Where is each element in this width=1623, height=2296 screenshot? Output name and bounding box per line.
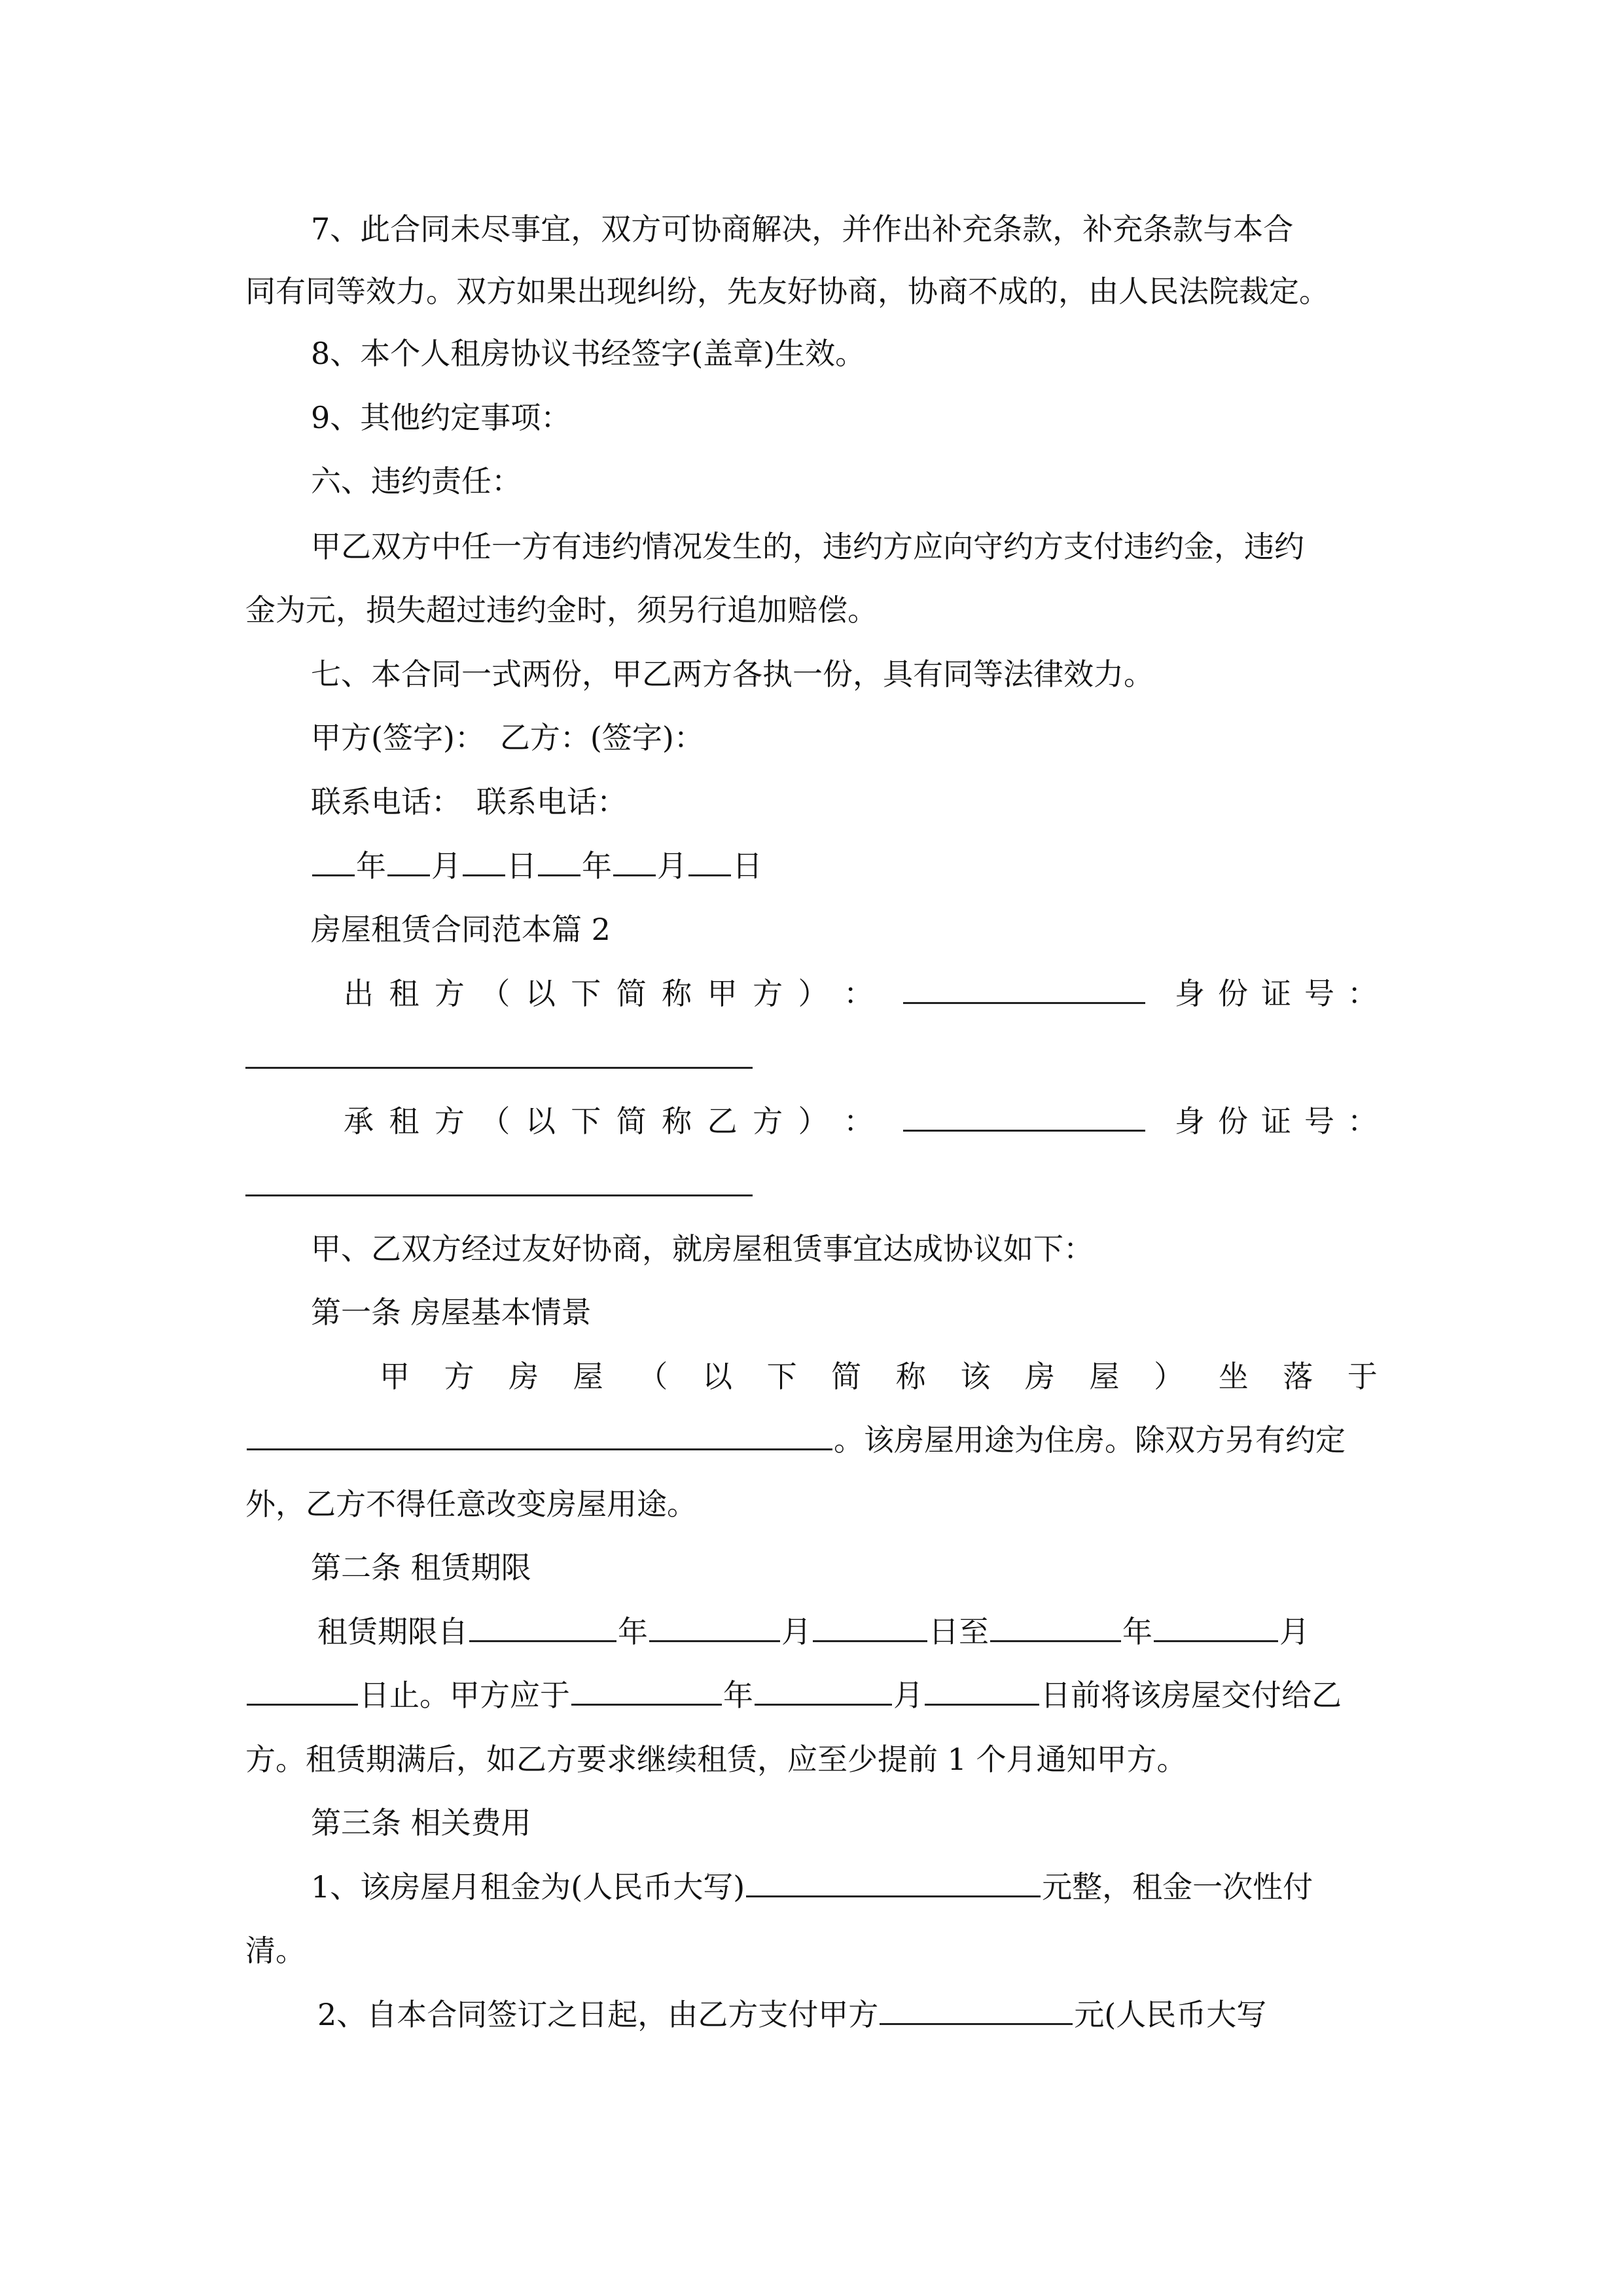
spaced-char: 方 [434,1103,465,1139]
spaced-char: 下 [571,1103,601,1139]
copies-clause: 七、本合同一式两份，甲乙两方各执一份，具有同等法律效力。 [311,656,1154,692]
term-blank [469,1614,616,1642]
lessee-line [344,1102,1378,1141]
lessor-line [344,974,1378,1013]
lessee-id-blank [245,1194,753,1196]
spaced-char: 乙 [707,1103,738,1139]
term-blank [649,1614,780,1642]
spaced-char: 身 [1175,976,1205,1011]
spaced-char: 方 [434,976,465,1011]
spaced-char: 证 [1261,976,1291,1011]
rent-amount-blank [746,1869,1041,1897]
article-1-line-3: 外，乙方不得任意改变房屋用途。 [245,1486,697,1522]
clause-7-line-2: 同有同等效力。双方如果出现纠纷，先友好协商，协商不成的，由人民法院裁定。 [245,274,1329,309]
spaced-char: 以 [702,1359,732,1394]
date-blank [387,848,430,876]
clause-8: 8、本个人租房协议书经签字(盖章)生效。 [311,336,866,371]
spaced-char: 房 [1024,1359,1055,1394]
spaced-char: （ [637,1359,668,1394]
spaced-char: 该 [960,1359,991,1394]
spaced-char: ） [798,1103,829,1139]
clause-9: 9、其他约定事项： [311,400,571,435]
delivery-blank [571,1677,722,1706]
spaced-char: 以 [525,976,556,1011]
lessor-id-blank [245,1067,753,1069]
signature-line: 甲方(签字)： 乙方：(签字)： [311,720,704,755]
article-1-line-2: 。该房屋用途为住房。除双方另有约定 [245,1420,1378,1460]
template-2-title: 房屋租赁合同范本篇 2 [311,912,611,947]
spaced-char: 房 [508,1359,539,1394]
spaced-char: 简 [831,1359,862,1394]
lessor-name-blank [903,976,1145,1004]
house-address-blank [247,1422,832,1450]
term-blank [813,1614,927,1642]
lessee-name-blank [903,1103,1145,1132]
spaced-char: 份 [1218,976,1248,1011]
spaced-char: ： [843,976,874,1011]
delivery-blank [925,1677,1039,1706]
spaced-char: 方 [753,1103,783,1139]
article-2-title: 第二条 租赁期限 [311,1550,531,1585]
spaced-char: 号 [1304,976,1334,1011]
spaced-char: 以 [525,1103,556,1139]
lessor-id-label [1175,974,1378,1013]
spaced-char: 出 [344,976,374,1011]
date-blank [613,848,656,876]
date-line: 年 月 日 年 月 日 [311,846,1378,886]
rent-line-1: 1、该房屋月租金为(人民币大写) 元整，租金一次性付 [311,1869,1313,1905]
term-blank [247,1677,358,1706]
term-blank [990,1614,1121,1642]
spaced-char: 号 [1304,1103,1334,1139]
delivery-blank [755,1677,892,1706]
spaced-char: 方 [444,1359,474,1394]
spaced-char: 承 [344,1103,374,1139]
date-blank [312,848,355,876]
date-blank [538,848,580,876]
lessee-label [344,1102,874,1141]
spaced-char: 甲 [707,976,738,1011]
spaced-char: ） [1154,1359,1185,1394]
spaced-char: 称 [662,1103,692,1139]
spaced-char: 落 [1283,1359,1313,1394]
breach-heading: 六、违约责任： [311,463,522,499]
spaced-char: 身 [1175,1103,1205,1139]
date-blank [463,848,505,876]
term-blank [1154,1614,1278,1642]
spaced-char: 称 [662,976,692,1011]
spaced-char: 证 [1261,1103,1291,1139]
deposit-line: 2、自本合同签订之日起，由乙方支付甲方 元(人民币大写 [317,1997,1267,2032]
spaced-char: 称 [895,1359,926,1394]
spaced-char: 简 [616,1103,647,1139]
spaced-char: 下 [766,1359,797,1394]
term-line-2: 日止。甲方应于 年 月 日前将该房屋交付给乙 [245,1676,1378,1715]
spaced-char: 坐 [1218,1359,1249,1394]
spaced-char: （ [480,976,510,1011]
term-line-3: 方。租赁期满后，如乙方要求继续租赁，应至少提前 1 个月通知甲方。 [245,1742,1187,1777]
spaced-char: 简 [616,976,647,1011]
lessor-label [344,974,874,1013]
spaced-char: （ [480,1103,510,1139]
rent-line-2: 清。 [245,1933,306,1968]
spaced-char: 租 [389,976,419,1011]
spaced-char: 租 [389,1103,419,1139]
deposit-amount-blank [880,1997,1073,2025]
spaced-char: 屋 [1089,1359,1120,1394]
article-1-line-1 [380,1357,1378,1396]
agreement-intro: 甲、乙双方经过友好协商，就房屋租赁事宜达成协议如下： [311,1231,1094,1266]
article-1-title: 第一条 房屋基本情景 [311,1295,592,1330]
spaced-char: ： [1347,976,1378,1011]
breach-line-1: 甲乙双方中任一方有违约情况发生的，违约方应向守约方支付违约金，违约 [311,529,1304,564]
spaced-char: ： [843,1103,874,1139]
lessee-id-label [1175,1102,1378,1141]
article-3-title: 第三条 相关费用 [311,1805,531,1840]
spaced-char: 于 [1347,1359,1378,1394]
spaced-char: 方 [753,976,783,1011]
spaced-char: 份 [1218,1103,1248,1139]
spaced-char: 甲 [380,1359,410,1394]
spaced-char: 屋 [573,1359,603,1394]
spaced-char: 下 [571,976,601,1011]
term-line-1: 租赁期限自 年 月 日至 年 月 [317,1614,1310,1649]
phone-line: 联系电话： 联系电话： [311,784,627,819]
breach-line-2: 金为元，损失超过违约金时，须另行追加赔偿。 [245,592,878,628]
date-blank [688,848,731,876]
spaced-char: ） [798,976,829,1011]
spaced-char: ： [1347,1103,1378,1139]
clause-7-line-1: 7、此合同未尽事宜，双方可协商解决，并作出补充条款，补充条款与本合 [311,211,1294,247]
